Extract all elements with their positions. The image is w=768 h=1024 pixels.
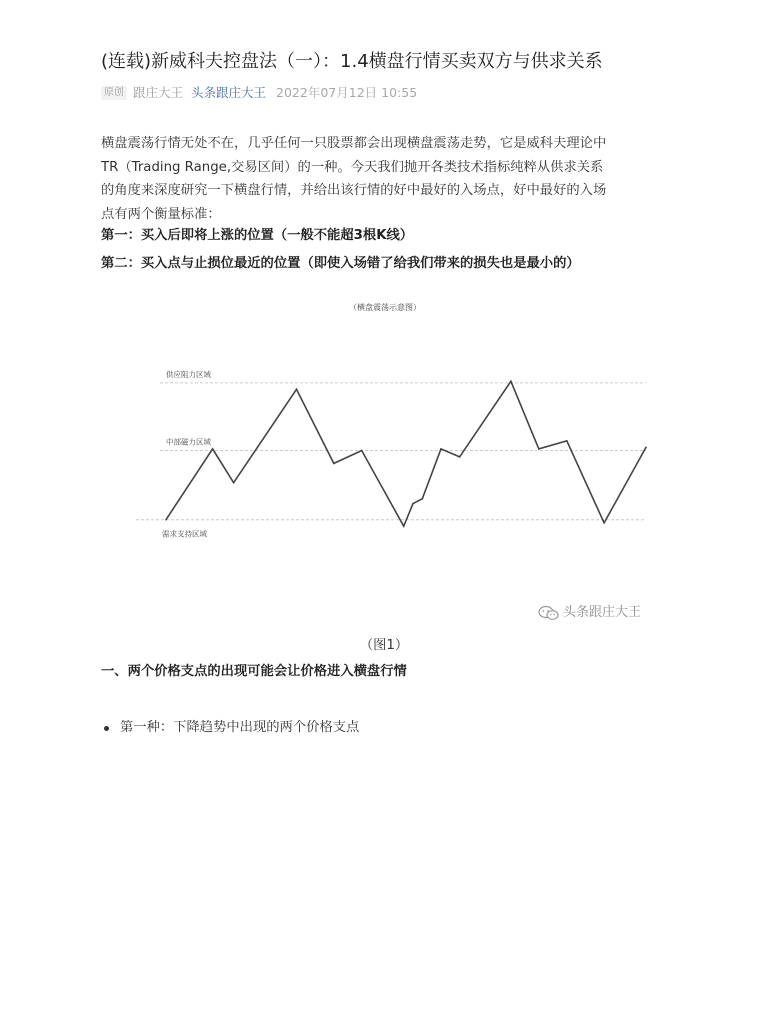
price-path-point [510,381,512,383]
price-path-point [296,389,298,391]
price-path-point [566,440,568,442]
figure-title: （横盘震荡示意图） [349,303,421,312]
price-path-point [538,448,540,450]
article-meta [101,84,417,102]
wechat-icon [538,605,560,621]
bullet-dot [104,726,109,731]
price-path-point [333,463,335,465]
price-path-point [459,456,461,458]
price-path-line [604,447,646,523]
account-link[interactable]: 头条跟庄大王 [191,85,267,100]
price-path-point [233,482,235,484]
demand-support-zone-label: 需求支持区域 [162,529,207,539]
criterion-second: 第二：买入点与止损位最近的位置（即使入场错了给我们带来的损失也是最小的） [101,256,580,271]
price-path-point [603,522,605,524]
price-path-point [645,447,647,449]
price-path-point [440,448,442,450]
original-badge: 原创 [101,86,127,100]
section-heading: 一、两个价格支点的出现可能会让价格进入横盘行情 [101,664,407,679]
list-item [101,718,359,738]
figure-watermark [538,604,641,622]
intro-paragraph [101,132,671,226]
bullet-list [101,718,359,738]
price-path-point [422,498,424,500]
author-name[interactable]: 跟庄大王 [133,85,184,100]
price-path-point [361,450,363,452]
criterion-first: 第一：买入后即将上涨的位置（一般不能超3根K线） [101,228,414,243]
intro-line: 点有两个衡量标准： [101,206,221,222]
figure-caption: （图1） [359,638,409,653]
article-title: (连载)新威科夫控盘法（一）：1.4横盘行情买卖双方与供求关系 [101,51,603,72]
middle-magnet-zone-label: 中部磁力区域 [166,437,211,447]
price-path-point [212,448,214,450]
price-path-point [165,519,167,521]
price-path-point [403,525,405,527]
watermark-text: 头条跟庄大王 [563,605,642,620]
intro-line: 的角度来深度研究一下横盘行情，并给出该行情的好中最好的入场点，好中最好的入场 [101,183,607,198]
intro-line: 横盘震荡行情无处不在，几乎任何一只股票都会出现横盘震荡走势，它是威科夫理论中 [101,136,607,151]
intro-line: TR（Trading Range,交易区间）的一种。今天我们抛开各类技术指标纯粹从供求关系 [101,159,604,175]
price-path-point [412,503,414,505]
publish-time: 2022年07月12日 10:55 [276,85,418,100]
list-item-text: 第一种：下降趋势中出现的两个价格支点 [120,720,360,735]
supply-resistance-zone-label: 供应阻力区域 [166,369,211,379]
price-path-line [166,381,604,526]
trading-range-chart [130,296,660,626]
